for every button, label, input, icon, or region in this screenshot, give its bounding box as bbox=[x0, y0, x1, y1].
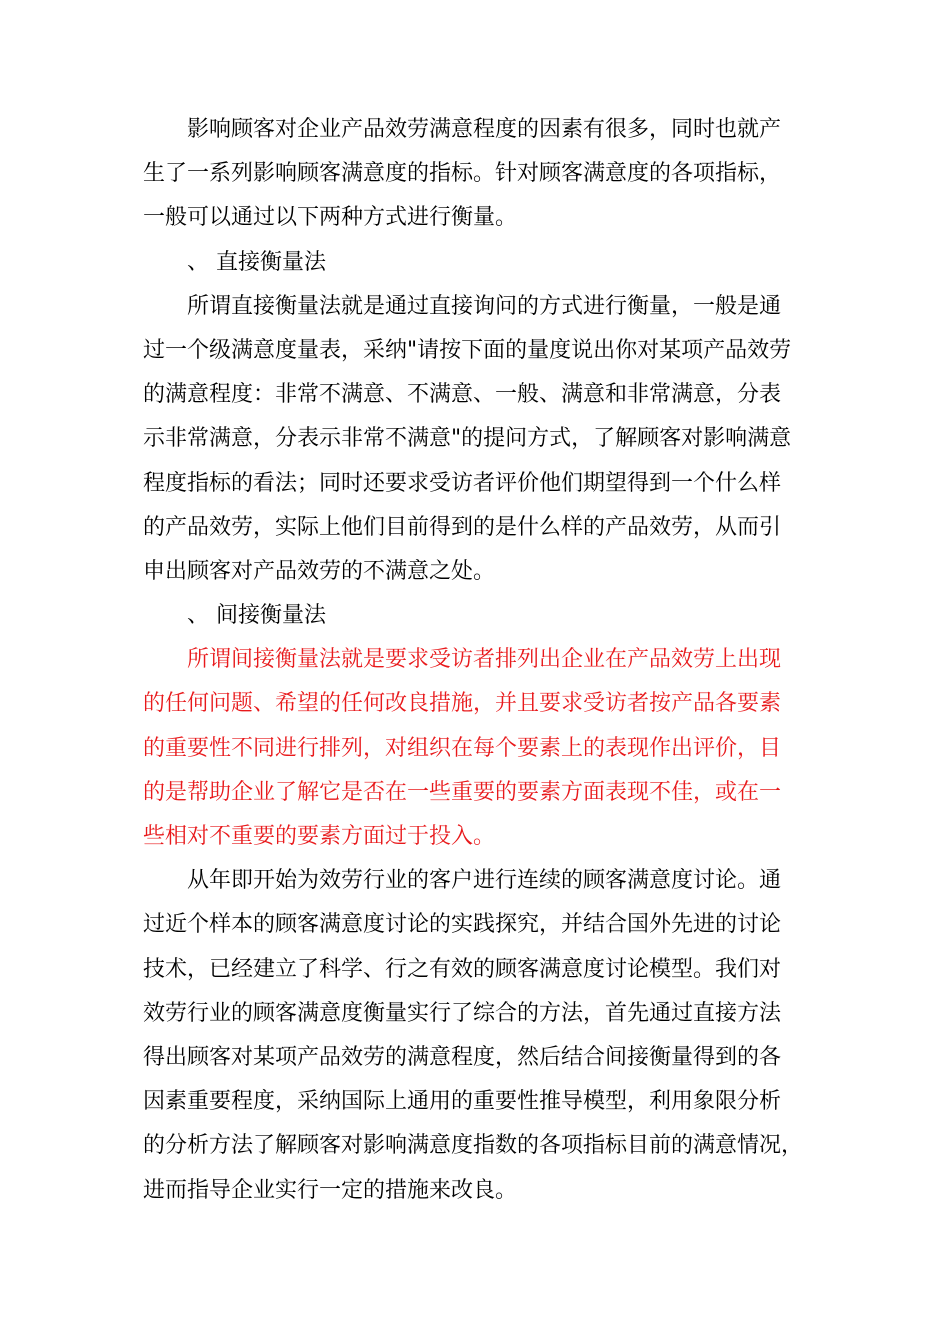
section-heading-indirect bbox=[143, 594, 808, 638]
text-line: 过近个样本的顾客满意度讨论的实践探究，并结合国外先进的讨论 bbox=[143, 912, 782, 938]
text-line: 所谓直接衡量法就是通过直接询问的方式进行衡量，一般是通 bbox=[187, 293, 782, 319]
highlighted-text-line: 些相对不重要的要素方面过于投入。 bbox=[143, 824, 496, 849]
document-body bbox=[143, 108, 808, 1213]
text-line: 过一个级满意度量表，采纳"请按下面的量度说出你对某项产品效劳 bbox=[143, 337, 792, 363]
text-line: 生了一系列影响顾客满意度的指标。针对顾客满意度的各项指标， bbox=[143, 161, 782, 187]
paragraph-intro bbox=[143, 108, 808, 241]
highlighted-text-line: 的任何问题、希望的任何改良措施，并且要求受访者按产品各要素 bbox=[143, 691, 782, 717]
text-line: 因素重要程度，采纳国际上通用的重要性推导模型，利用象限分析 bbox=[143, 1089, 782, 1115]
text-line: 得出顾客对某项产品效劳的满意程度，然后结合间接衡量得到的各 bbox=[143, 1044, 782, 1070]
text-line: 示非常满意，分表示非常不满意"的提问方式，了解顾客对影响满意 bbox=[143, 426, 792, 452]
text-line: 的产品效劳，实际上他们目前得到的是什么样的产品效劳，从而引 bbox=[143, 514, 782, 540]
text-line: 的满意程度：非常不满意、不满意、一般、满意和非常满意，分表 bbox=[143, 382, 782, 408]
text-line: 程度指标的看法；同时还要求受访者评价他们期望得到一个什么样 bbox=[143, 470, 782, 496]
highlighted-text-line: 的重要性不同进行排列，对组织在每个要素上的表现作出评价，目 bbox=[143, 735, 782, 761]
paragraph-direct-method bbox=[143, 285, 808, 594]
text-line: 进而指导企业实行一定的措施来改良。 bbox=[143, 1177, 518, 1203]
text-line: 的分析方法了解顾客对影响满意度指数的各项指标目前的满意情况， bbox=[143, 1133, 804, 1159]
paragraph-summary bbox=[143, 859, 808, 1213]
text-line: 从年即开始为效劳行业的客户进行连续的顾客满意度讨论。通 bbox=[187, 868, 782, 894]
section-heading: 、 间接衡量法 bbox=[187, 603, 326, 629]
text-line: 影响顾客对企业产品效劳满意程度的因素有很多，同时也就产 bbox=[187, 117, 782, 142]
section-heading-direct bbox=[143, 241, 808, 285]
text-line: 技术，已经建立了科学、行之有效的顾客满意度讨论模型。我们对 bbox=[143, 956, 782, 982]
highlighted-text-line: 所谓间接衡量法就是要求受访者排列出企业在产品效劳上出现 bbox=[187, 647, 782, 673]
text-line: 效劳行业的顾客满意度衡量实行了综合的方法，首先通过直接方法 bbox=[143, 1000, 782, 1026]
section-heading: 、 直接衡量法 bbox=[187, 249, 326, 275]
paragraph-indirect-method-highlighted bbox=[143, 638, 808, 859]
text-line: 申出顾客对产品效劳的不满意之处。 bbox=[143, 558, 496, 584]
highlighted-text-line: 的是帮助企业了解它是否在一些重要的要素方面表现不佳，或在一 bbox=[143, 779, 782, 805]
text-line: 一般可以通过以下两种方式进行衡量。 bbox=[143, 205, 518, 231]
